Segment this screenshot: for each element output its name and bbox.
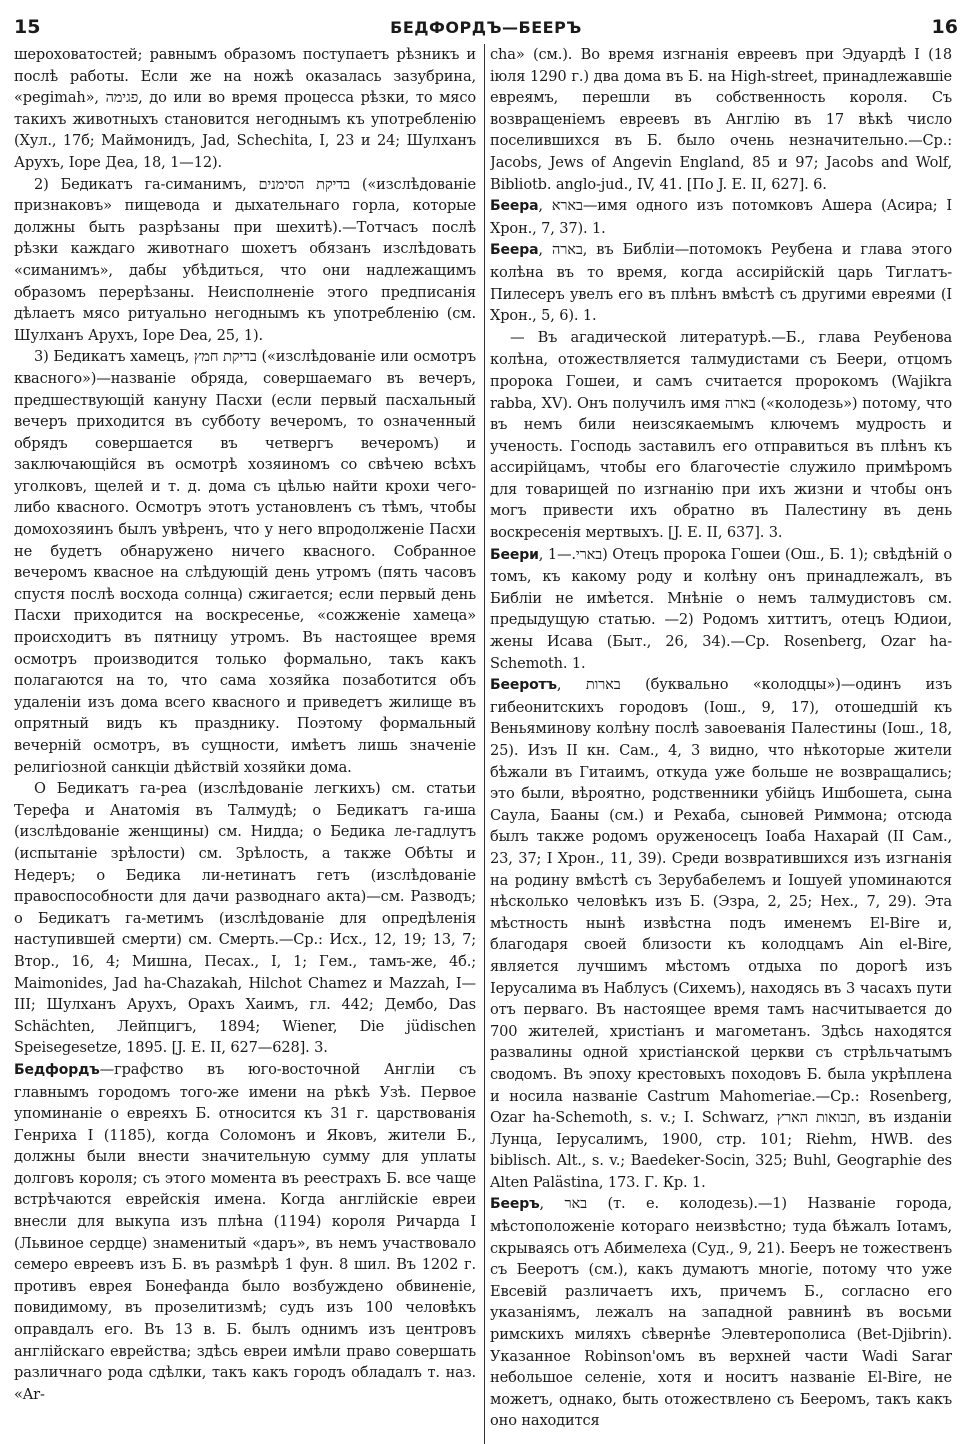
paragraph: О Бедикатъ га-реа (изслѣдованіе легкихъ) см. статьи Терефа и Анатомія въ Талмудѣ; о Бедикатъ га-иша (изслѣдованіе женщины) см. Нидда; о Бедика ле-гадлутъ (испытаніе зрѣлости) см. Зрѣлость, а также Обѣты и Недеръ; о Бедика ли-нетинатъ гетъ (изслѣдованіе правоспособности для дачи разводнаго акта)—см. Разводъ; о Бедикатъ га-метимъ (изслѣдованіе для опредѣленія наступившей смерти) см. Смерть.—Ср.: Исх., 12, 19; 13, 7; Втор., 16, 4; Мишна, Песах., I, 1; Гем., тамъ-же, 4б.; Maimonides, Jad ha-Chazakah, Hilchot Chamez и Mazzah, I—III; Шулханъ Арухъ, Орахъ Хаимъ, гл. 442; Дембо, Das Schächten, Лейпцигъ, 1894; Wiener, Die jüdischen Speisegesetze, 1895. [J. E. II, 627—628]. 3. (14, 780, 476, 1057)
paragraph: cha» (см.). Во время изгнанія евреевъ при Эдуардѣ I (18 іюля 1290 г.) два дома въ Б. на High-street, принадлежавшіе евреямъ, перешли въ собственность короля. Съ возвращеніемъ евреевъ въ Англію въ 17 вѣкѣ число поселившихся въ Б. было очень незначительно.—Ср.: Jacobs, Jews of Angevin England, 85 и 97; Jacobs and Wolf, Bibliotb. anglo-jud., IV, 41. [По J. E. II, 627]. 6. (490, 46, 952, 193)
entry-beera-2 (490, 239, 952, 326)
running-title: БЕДФОРДЪ—БЕЕРЪ (390, 18, 582, 37)
entry-text: — Въ агадической литературѣ.—Б., глава Реубенова колѣна, отожествляется талмудистами съ Беери, отцомъ пророка Гошеи, и самъ считается пророкомъ (Wajikra rabba, XV). Онъ получилъ имя בארה («колодезь») потому, что въ немъ били неизсякаемымъ ключемъ мудрость и ученость. Господь заставилъ его отправиться въ плѣнъ къ ассирійцамъ, чтобы его благочестіе служило примѣромъ для товарищей по изгнанію при ихъ жизни и чтобы онъ могъ привести ихъ обратно въ Палестину въ день воскресенія мертвыхъ. [J. E. II, 637]. 3. (490, 328, 952, 542)
entry-text: , בארא—имя одного изъ потомковъ Ашера (Асира; I Хрон., 7, 37). 1. (490, 197, 952, 237)
page-number-left: 15 (14, 16, 41, 38)
entry-beera-agada (490, 327, 952, 544)
entry-headword: Бедфордъ (14, 1061, 100, 1078)
entry-bedford (14, 1059, 476, 1406)
entry-beera-1 (490, 195, 952, 239)
entry-text: , בארות (буквально «колодцы»)—одинъ изъ гибеонитскихъ городовъ (Іош., 9, 17), отошедшій къ Веньяминову колѣну послѣ завоеванія Палестины (Іош., 18, 25). Изъ II кн. Сам., 4, 3 видно, что нѣкоторые жители бѣжали въ Гитаимъ, откуда уже больше не возвращались; это были, вѣроятно, родственники убійцъ Ишбошета, сына Саула, Бааны (см.) и Рехаба, сыновей Риммона; отсюда былъ также родомъ оруженосецъ Іоаба Нахарай (II Сам., 23, 37; I Хрон., 11, 39). Среди возвратившихся изъ изгнанія на родину вмѣстѣ съ Зерубабелемъ и Іошуей упоминаются нѣсколько человѣкъ изъ Б. (Эзра, 2, 25; Нех., 7, 29). Эта мѣстность нынѣ извѣстна подъ именемъ El-Bire и, благодаря своей близости къ колодцамъ Ain el-Bire, является лучшимъ мѣстомъ отдыха по дорогѣ изъ Іерусалима въ Наблусъ (Сихемъ), находясь въ 3 часахъ пути отъ перваго. Въ настоящее время тамъ насчитывается до 700 жителей, христіанъ и магометанъ. Здѣсь находятся развалины одной христіанской церкви съ стрѣльчатымъ сводомъ. Въ эпоху крестовыхъ походовъ Б. была укрѣплена и носила названіе Castrum Mahomeriae.—Ср.: Rosenberg, Ozar ha-Schemoth, s. v.; I. Schwarz, תבואות הארץ, въ изданіи Лунца, Іерусалимъ, 1900, стр. 101; Riehm, HWB. des biblisch. Alt., s. v.; Baedeker-Socin, 325; Buhl, Geographie des Alten Palästina, 173. Г. Кр. 1. (490, 676, 952, 1191)
page-number-right: 16 (931, 16, 958, 38)
entry-headword: Беера (490, 242, 539, 259)
paragraph: 3) Бедикатъ хамецъ, בדיקת חמץ («изслѣдованіе или осмотръ квасного»)—названіе обряда, совершаемаго въ вечеръ, предшествующій кануну Пасхи (если первый пасхальный вечеръ приходится въ субботу вечеромъ, то означенный обрядъ совершается въ четвергъ вечеромъ) и заключающійся въ осмотрѣ хозяиномъ со свѣчею всѣхъ уголковъ, щелей и т. д. дома съ цѣлью найти крохи чего-либо квасного. Осмотръ этотъ установленъ съ тѣмъ, чтобы домохозяинъ былъ увѣренъ, что у него впродолженіе Пасхи не будетъ обнаружено ничего квасного. Собранное вечеромъ квасное на слѣдующій день утромъ (пять часовъ спустя послѣ восхода солнца) сжигается; если первый день Пасхи приходится на воскресенье, «сожженіе хамеца» происходитъ въ пятницу утромъ. Въ настоящее время осмотръ производится только формально, такъ какъ полагаются на то, что сама хозяйка позаботится объ удаленіи изъ дома всего квасного и приведетъ жилище въ опрятный видъ къ празднику. Поэтому формальный вечерній осмотръ, въ сущности, имѣетъ лишь значеніе религіозной санкціи дѣйствій хозяйки дома. (14, 348, 476, 776)
entry-beerot (490, 674, 952, 1193)
entry-headword: Бееротъ (490, 677, 557, 694)
paragraph: 2) Бедикатъ га-симанимъ, בדיקת הסימנים («изслѣдованіе признаковъ» пищевода и дыхательнаго горла, которые должны быть разрѣзаны при шехитѣ).—Тотчасъ послѣ рѣзки каждаго животнаго шохетъ обязанъ изслѣдовать «симанимъ», дабы убѣдиться, что они надлежащимъ образомъ перерѣзаны. Неисполненіе этого предписанія дѣлаетъ мясо ритуально негоднымъ къ употребленію (см. Шулханъ Арухъ, Іоре Deа, 25, 1). (14, 175, 476, 344)
entry-text: , בארי.—1) Отецъ пророка Гошеи (Ош., Б. 1); свѣдѣній о томъ, къ какому роду и колѣну онъ принадлежалъ, въ Библіи не имѣется. Мнѣніе о немъ талмудистовъ см. предыдущую статью. —2) Родомъ хиттитъ, отецъ Юдиои, жены Исава (Быт., 26, 34).—Ср. Rosenberg, Ozar ha-Schemoth. 1. (490, 545, 952, 672)
page-header (14, 6, 958, 44)
entry-text: —графство въ юго-восточной Англіи съ главнымъ городомъ того-же имени на рѣкѣ Узѣ. Первое упоминаніе о евреяхъ Б. относится къ 31 г. царствованія Генриха I (1185), когда Соломонъ и Яковъ, жители Б., должны были внести значительную сумму для уплаты долговъ короля; съ этого момента въ реестрахъ Б. все чаще встрѣчаются еврейскія имена. Когда англійскіе евреи внесли для выкупа изъ плѣна (1194) короля Ричарда I (Львиное сердце) знаменитый «даръ», въ немъ участвовало семеро евреевъ изъ Б. въ размѣрѣ 1 фун. 8 шил. Въ 1202 г. противъ еврея Бонефанда было возбуждено обвиненіе, повидимому, въ прозелитизмѣ; судъ изъ 100 человѣкъ оправдалъ его. Въ 13 в. Б. былъ однимъ изъ центровъ англійскаго еврейства; здѣсь евреи имѣли право совершать различнаго рода сдѣлки, такъ какъ городъ обладалъ т. наз. «Ar- (14, 1060, 476, 1403)
entry-headword: Беери (490, 546, 539, 563)
entry-text: , בארה, въ Библіи—потомокъ Реубена и глава этого колѣна въ то время, когда ассирійскій царь Тиглатъ-Пилесеръ увелъ его въ плѣнъ вмѣстѣ съ другими евреями (I Хрон., 5, 6). 1. (490, 241, 952, 325)
right-column (490, 44, 952, 1444)
entry-headword: Беера (490, 198, 539, 215)
paragraph: шероховатостей; равнымъ образомъ поступаетъ рѣзникъ и послѣ работы. Если же на ножѣ оказалась зазубрина, «pegimah», פגימה, до или во время процесса рѣзки, то мясо такихъ животныхъ становится негоднымъ къ употребленію (Хул., 17б; Маймонидъ, Jad, Schechita, I, 23 и 24; Шулханъ Арухъ, Іоре Деа, 18, 1—12). (14, 46, 476, 171)
entry-beeri (490, 544, 952, 675)
column-divider (484, 44, 485, 1444)
entry-beer (490, 1193, 952, 1432)
left-column (14, 44, 476, 1444)
entry-headword: Бееръ (490, 1196, 540, 1213)
entry-text: , באר (т. е. колодезь).—1) Названіе города, мѣстоположеніе котораго неизвѣстно; туда бѣжалъ Іотамъ, скрываясь отъ Абимелеха (Суд., 9, 21). Бееръ не тожественъ съ Бееротъ (см.), какъ думаютъ многіе, потому что уже Евсевій различаетъ ихъ, причемъ Б., согласно его указаніямъ, лежалъ на западной равнинѣ въ восьми римскихъ миляхъ сѣвернѣе Элевтерополиса (Bet-Djibrin). Указанное Robinson'омъ въ верхней части Wadi Sarar небольшое селеніе, хотя и носитъ названіе El-Bire, не можетъ, однако, быть отожествлено съ Бееромъ, такъ какъ оно находится (490, 1195, 952, 1430)
